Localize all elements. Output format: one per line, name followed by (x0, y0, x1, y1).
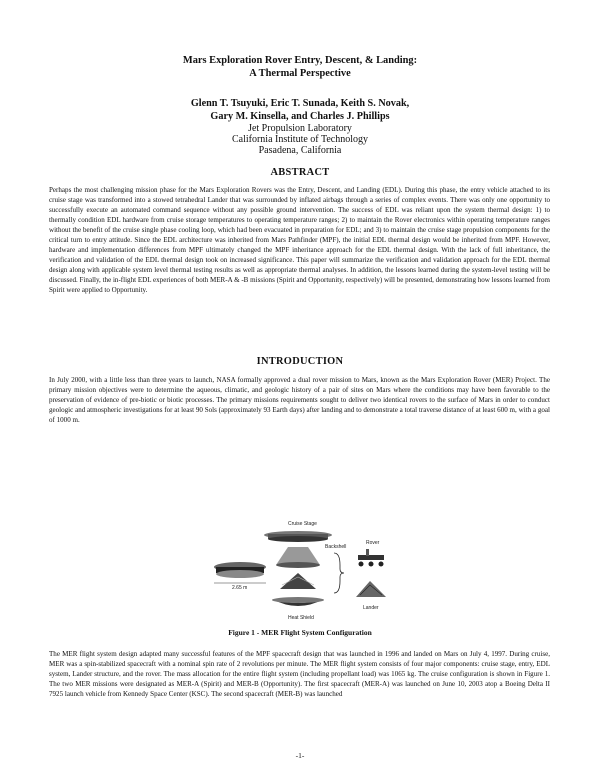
introduction-heading: INTRODUCTION (256, 356, 344, 367)
heat-shield-drawing (272, 597, 324, 606)
cruise-stage-drawing (264, 531, 332, 542)
introduction-paragraph-1: In July 2000, with a little less than three years to launch, NASA formally approved a dual rover mission to Mars, known as the Mars Exploration Rover (MER) Project. The primary mission objectives were to determine the aqueous, climatic, and geologic history of a pair of sites on Mars where the conditions may have been favorable to the preservation of evidence of pre-biotic or biotic processes. The primary missions requirements sought to deliver two identical rovers to the surface of Mars in order to conduct geologic and atmospheric investigations for at least 90 Sols (approximately 93 Earth days) after landing and to demonstrate a total traverse distance of at least 600 m, with a goal of 1000 m. (49, 376, 550, 425)
figure-1-caption: Figure 1 - MER Flight System Configuration (228, 628, 372, 637)
affiliation (0, 123, 600, 157)
page-number: -1- (295, 751, 305, 760)
author-list (0, 98, 600, 123)
backshell-drawing (276, 547, 320, 568)
label-lander: Lander (363, 605, 379, 611)
label-dimension: 2.65 m (232, 585, 248, 591)
title-line-1: Mars Exploration Rover Entry, Descent, & Landing: (182, 55, 418, 66)
label-cruise-stage: Cruise Stage (288, 521, 317, 527)
stowed-spacecraft-drawing (214, 562, 266, 583)
label-heat-shield: Heat Shield (288, 615, 314, 621)
abstract-heading: ABSTRACT (270, 167, 330, 178)
authors-line-1: Glenn T. Tsuyuki, Eric T. Sunada, Keith S. Novak, (190, 98, 410, 109)
affiliation-line-1: Jet Propulsion Laboratory (248, 123, 352, 134)
lander-drawing (280, 573, 316, 589)
deployed-lander-drawing (356, 581, 386, 597)
label-backshell: Backshell (325, 544, 347, 550)
authors-line-2: Gary M. Kinsella, and Charles J. Phillips (210, 110, 390, 122)
introduction-paragraph-2: The MER flight system design adapted many successful features of the MPF spacecraft design that was launched in 1996 and landed on Mars on July 4, 1997. During cruise, MER was a spin-stabilized spacecraft with a nominal spin rate of 2 revolutions per minute. The MER flight system consists of four major components: cruise stage, entry, EDL system, Lander structure, and the rover. The mass allocation for the entire flight system (including propellant load) was 1065 kg. The cruise configuration is shown in Figure 1. The two MER missions were designated as MER-A (Spirit) and MER-B (Opportunity). The first spacecraft (MER-A) was launched on June 10, 2003 atop a Boeing Delta II 7925 launch vehicle from Kennedy Space Center (KSC). The second spacecraft (MER-B) was launched (49, 650, 550, 699)
affiliation-line-2: California Institute of Technology (231, 134, 369, 146)
figure-1 (210, 519, 400, 621)
label-rover: Rover (366, 540, 380, 546)
paper-title (0, 54, 600, 80)
flight-system-diagram (210, 519, 400, 621)
title-line-2: A Thermal Perspective (249, 68, 351, 79)
rover-drawing (358, 549, 384, 567)
abstract-text: Perhaps the most challenging mission phase for the Mars Exploration Rovers was the Entry, Descent, and Landing (EDL). During this phase, the entry vehicle attached to its cruise stage was transformed into a stowed tetrahedral Lander that was surrounded by inflated airbags through a series of complex events. There was only one opportunity to successfully execute an automated command sequence without any possible ground intervention. The success of EDL was reliant upon the system thermal design: 1) to thermally condition EDL hardware from cruise storage temperatures to operating temperature ranges; 2) to maintain the Rover electronics within operating temperature ranges without the benefit of the cruise single phase cooling loop, which had been evacuated in preparation for EDL; and 3) to maintain the cruise stage propulsion components for the critical turn to entry attitude. Since the EDL architecture was inherited from Mars Pathfinder (MPF), the initial EDL thermal design would be inherited from MPF. However, hardware and implementation differences from MPF ultimately changed the MPF inheritance approach for the EDL thermal design. With the lack of full inheritance, the verification and validation of the EDL thermal design took on increased significance. This paper will summarize the verification and validation approach for the EDL thermal design along with applicable system level thermal testing results as well as appropriate thermal analyses. In addition, the lessons learned during the system-level testing will be discussed. Finally, the in-flight EDL experiences of both MER-A & -B missions (Spirit and Opportunity, respectively) will be presented, demonstrating how lessons learned from Spirit were applied to Opportunity. (49, 186, 550, 295)
affiliation-line-3: Pasadena, California (258, 145, 342, 157)
assembly-brace (334, 553, 344, 593)
